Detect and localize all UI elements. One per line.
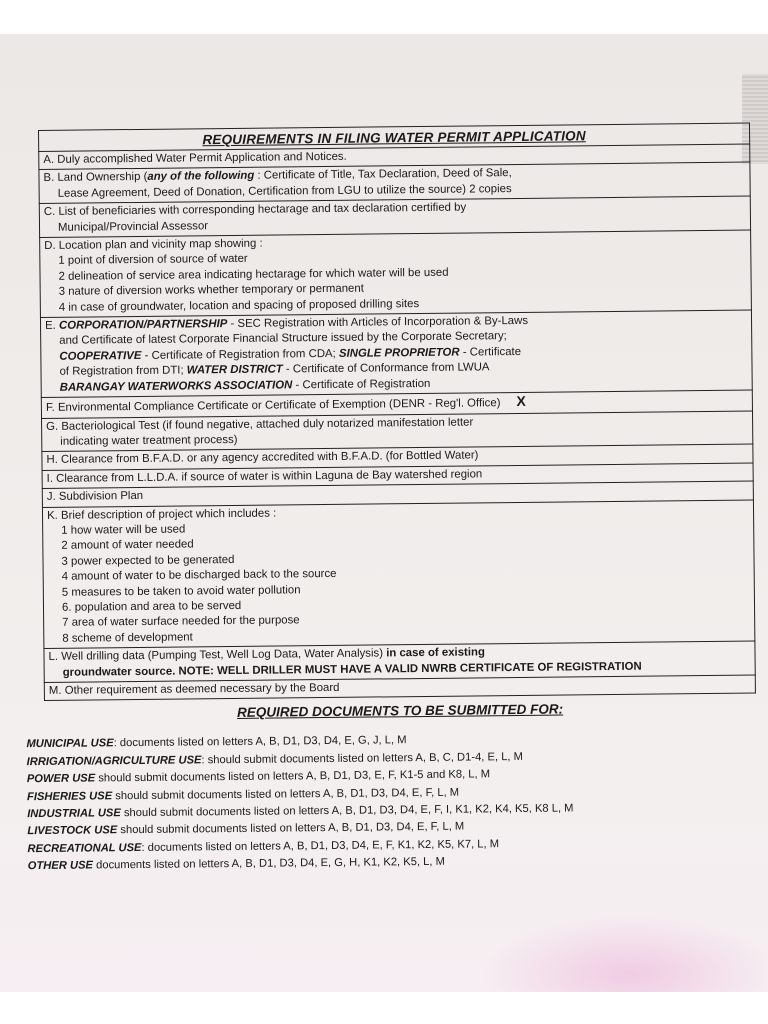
req-c-line1: C. List of beneficiaries with corresponding hectarage and tax declaration certified by — [43, 201, 467, 219]
req-k-item: 5 measures to be taken to avoid water pollution — [61, 583, 301, 599]
req-e-bwa: BARANGAY WATERWORKS ASSOCIATION — [59, 379, 293, 394]
use-text: : should submit documents listed on letters A, B, C, D1-4, E, L, M — [201, 750, 523, 767]
use-name: LIVESTOCK USE — [27, 824, 118, 838]
req-d-item: 4 in case of groundwater, location and spacing of proposed drilling sites — [58, 297, 420, 314]
req-g-line2: indicating water treatment process) — [60, 433, 238, 448]
req-d-item: 2 delineation of service area indicating hectarage for which water will be used — [58, 266, 449, 283]
use-text: : documents listed on letters A, B, D1, D3, D4, E, G, J, L, M — [113, 734, 407, 750]
req-e-l4-pre: of Registration from DTI; — [59, 364, 187, 379]
req-k-item: 8 scheme of development — [62, 631, 193, 645]
use-text: documents listed on letters A, B, D1, D3, D4, E, G, H, K1, K2, K5, L, M — [92, 856, 445, 872]
use-name: OTHER USE — [27, 859, 94, 873]
req-k-item: 7 area of water surface needed for the purpose — [62, 614, 300, 630]
use-text: should submit documents listed on letters A, B, D1, D3, E, F, K1-5 and K8, L, M — [95, 768, 491, 785]
req-j: J. Subdivision Plan — [46, 490, 144, 504]
req-e-line2: and Certificate of latest Corporate Financial Structure issued by the Corporate Secretary; — [59, 330, 507, 348]
document-page — [0, 34, 768, 992]
documents-title: REQUIRED DOCUMENTS TO BE SUBMITTED FOR: — [237, 701, 564, 721]
req-b-pre: B. Land Ownership ( — [43, 171, 148, 185]
req-e-corporation: CORPORATION/PARTNERSHIP — [58, 318, 228, 332]
use-name: IRRIGATION/AGRICULTURE USE — [26, 754, 202, 768]
req-e-l1-post: - SEC Registration with Articles of Incorporation & By-Laws — [227, 314, 529, 331]
use-text: should submit documents listed on letters A, B, D1, D3, D4, E, F, L, M — [112, 786, 460, 802]
stain — [480, 914, 768, 992]
use-text: should submit documents listed on letters A, B, D1, D3, D4, E, F, I, K1, K2, K4, K5, K8 L, M — [120, 802, 574, 820]
req-e-l5-post: - Certificate of Registration — [292, 377, 431, 392]
use-name: MUNICIPAL USE — [26, 737, 114, 751]
req-e-l3-mid: - Certificate of Registration from CDA; — [141, 347, 340, 362]
req-row-d — [40, 230, 752, 317]
req-a: A. Duly accomplished Water Permit Application and Notices. — [43, 150, 347, 166]
req-i: I. Clearance from L.L.D.A. if source of water is within Laguna de Bay watershed region — [46, 468, 483, 485]
req-e-l3-post: - Certificate — [459, 345, 522, 359]
requirements-document — [26, 123, 758, 876]
req-e-cooperative: COOPERATIVE — [59, 349, 142, 363]
req-c-line2: Municipal/Provincial Assessor — [57, 219, 209, 234]
requirements-table — [38, 144, 756, 702]
req-b-emphasis: any of the following — [147, 170, 255, 184]
req-l-pre: L. Well drilling data (Pumping Test, Well Log Data, Water Analysis) — [48, 647, 387, 664]
req-e-single: SINGLE PROPRIETOR — [338, 346, 460, 360]
req-k-item: 3 power expected to be generated — [61, 553, 235, 568]
use-text: : documents listed on letters A, B, D1, D3, D4, E, F, K1, K2, K5, K7, L, M — [141, 838, 500, 854]
req-k-item: 2 amount of water needed — [61, 538, 194, 553]
req-d-item: 1 point of diversion of source of water — [58, 253, 248, 268]
requirements-title: REQUIREMENTS IN FILING WATER PERMIT APPLICATION — [38, 123, 750, 151]
use-name: FISHERIES USE — [26, 789, 113, 803]
req-k-item: 1 how water will be used — [61, 523, 186, 537]
use-text: should submit documents listed on letters A, B, D1, D3, D4, E, F, L, M — [117, 821, 465, 837]
req-e-pre: E. — [44, 319, 60, 332]
req-k-head: K. Brief description of project which includes : — [46, 507, 277, 522]
req-k-item: 4 amount of water to be discharged back to the source — [61, 568, 337, 583]
req-h: H. Clearance from B.F.A.D. or any agency accredited with B.F.A.D. (for Bottled Water) — [46, 449, 479, 467]
req-e-water-district: WATER DISTRICT — [186, 363, 283, 377]
use-name: POWER USE — [26, 772, 96, 786]
use-name: INDUSTRIAL USE — [27, 807, 121, 821]
req-g-line1: G. Bacteriological Test (if found negative, attached duly notarized manifestation letter — [46, 415, 474, 433]
req-k-item: 6. population and area to be served — [61, 599, 242, 614]
req-d-head: D. Location plan and vicinity map showing : — [44, 237, 263, 252]
req-l-bold: in case of existing — [386, 646, 485, 660]
req-row-k — [42, 500, 754, 649]
req-m: M. Other requirement as deemed necessary by the Board — [48, 681, 340, 697]
req-e-l4-post: - Certificate of Conformance from LWUA — [282, 361, 490, 376]
req-row-e — [40, 310, 752, 397]
req-l-line2: groundwater source. NOTE: WELL DRILLER MUST HAVE A VALID NWRB CERTIFICATE OF REGISTRATION — [62, 660, 642, 679]
check-mark-icon: X — [516, 393, 526, 410]
use-name: RECREATIONAL USE — [27, 841, 142, 855]
uses-list — [26, 729, 757, 876]
req-b-line2: Lease Agreement, Deed of Donation, Certification from LGU to utilize the source) 2 copies — [57, 182, 512, 200]
req-f: F. Environmental Compliance Certificate or Certificate of Exemption (DENR - Reg'l. Office) — [45, 397, 501, 415]
req-d-item: 3 nature of diversion works whether temporary or permanent — [58, 282, 364, 299]
req-b-post: : Certificate of Title, Tax Declaration, Deed of Sale, — [254, 167, 512, 183]
